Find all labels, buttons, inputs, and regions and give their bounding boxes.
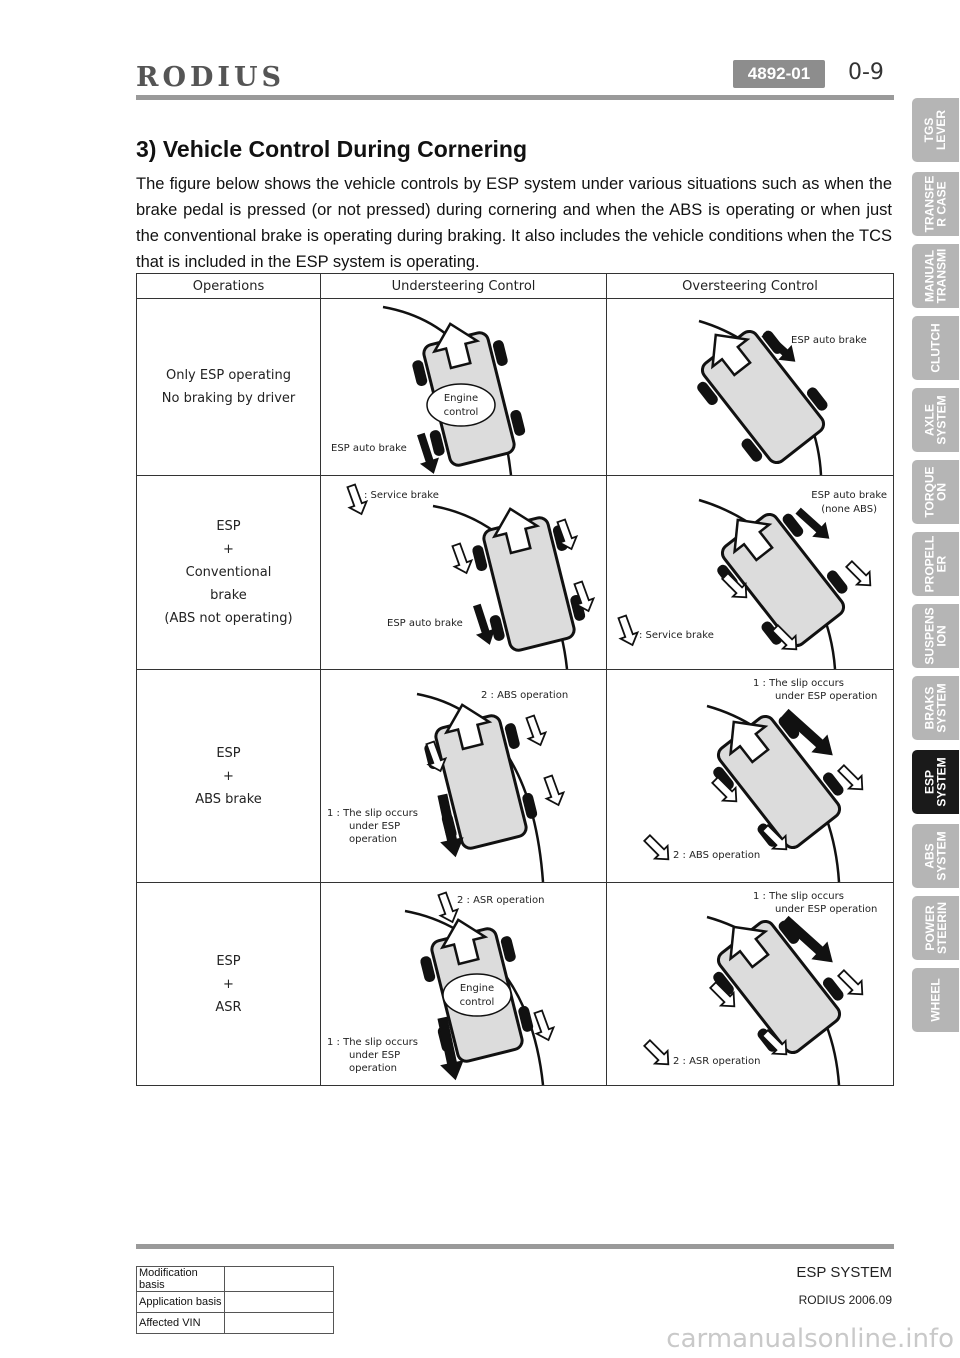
row-label-esp-abs: ESP + ABS brake bbox=[137, 670, 321, 883]
modification-table bbox=[136, 1266, 334, 1334]
tab-axle-system[interactable]: AXLE SYSTEM bbox=[912, 388, 959, 452]
svg-text:under ESP operation: under ESP operation bbox=[775, 904, 878, 915]
row-label-esp-conventional: ESP + Conventional brake (ABS not operating) bbox=[137, 476, 321, 670]
tab-clutch[interactable]: CLUTCH bbox=[912, 316, 959, 380]
tab-abs-system[interactable]: ABS SYSTEM bbox=[912, 824, 959, 888]
abs-operation-label: 2 : ABS operation bbox=[673, 850, 761, 861]
figure-oversteer-abs bbox=[607, 670, 894, 883]
service-brake-label: : Service brake bbox=[639, 630, 714, 641]
tab-suspension[interactable]: SUSPENS ION bbox=[912, 604, 959, 668]
tab-torque-on[interactable]: TORQUE ON bbox=[912, 460, 959, 524]
figure-understeer-conventional bbox=[321, 476, 607, 670]
operations-table bbox=[136, 273, 894, 1086]
figure-understeer-asr bbox=[321, 883, 607, 1086]
svg-text:under ESP operation: under ESP operation bbox=[775, 691, 878, 702]
engine-control-badge bbox=[427, 384, 495, 426]
abs-legend-icon bbox=[641, 832, 675, 866]
figure-oversteer-asr bbox=[607, 883, 894, 1086]
svg-text:under ESP: under ESP bbox=[349, 1050, 401, 1061]
affected-vin-value bbox=[225, 1313, 334, 1334]
page-number: 0-9 bbox=[848, 60, 884, 85]
tab-power-steering[interactable]: POWER STEERIN bbox=[912, 896, 959, 960]
engine-control-badge bbox=[443, 974, 511, 1016]
svg-text:operation: operation bbox=[349, 1063, 398, 1074]
application-basis-value bbox=[225, 1292, 334, 1313]
section-code-badge: 4892-01 bbox=[733, 60, 825, 88]
service-brake-arrow-icon bbox=[448, 542, 475, 576]
footer-rule bbox=[136, 1244, 894, 1249]
svg-text:under ESP: under ESP bbox=[349, 821, 401, 832]
slip-label: 1 : The slip occurs bbox=[327, 808, 418, 819]
service-brake-arrow-icon bbox=[843, 558, 877, 592]
svg-text:(none ABS): (none ABS) bbox=[821, 504, 877, 515]
tab-esp-system[interactable]: ESP SYSTEM bbox=[912, 750, 959, 814]
section-intro: The figure below shows the vehicle controls by ESP system under various situations such as when the brake pedal is pressed (or not pressed) during cornering and when the ABS is operating or when just the conventional brake is operating during braking. It also includes the vehicle conditions when the TCS that is included in the ESP system is operating. bbox=[136, 175, 892, 271]
modification-basis-label: Modification basis bbox=[137, 1267, 225, 1292]
watermark: carmanualsonline.info bbox=[666, 1324, 954, 1354]
asr-operation-label: 2 : ASR operation bbox=[673, 1056, 761, 1067]
abs-operation-label: 2 : ABS operation bbox=[481, 690, 569, 701]
tab-brake-system[interactable]: BRAKS SYSTEM bbox=[912, 676, 959, 740]
svg-text:control: control bbox=[443, 407, 479, 418]
affected-vin-label: Affected VIN bbox=[137, 1313, 225, 1334]
svg-text:operation: operation bbox=[349, 834, 398, 845]
tab-transfer-case[interactable]: TRANSFE R CASE bbox=[912, 172, 959, 236]
col-header-oversteering: Oversteering Control bbox=[607, 274, 894, 299]
slip-label: 1 : The slip occurs bbox=[753, 891, 844, 902]
figure-oversteer-conventional bbox=[607, 476, 894, 670]
esp-auto-brake-label: ESP auto brake bbox=[811, 490, 887, 501]
esp-auto-brake-label: ESP auto brake bbox=[791, 335, 867, 346]
section-title: 3) Vehicle Control During Cornering bbox=[136, 136, 528, 162]
modification-basis-value bbox=[225, 1267, 334, 1292]
row-label-esp-only: Only ESP operating No braking by driver bbox=[137, 299, 321, 476]
service-brake-label: : Service brake bbox=[364, 490, 439, 501]
footer-title: ESP SYSTEM bbox=[796, 1264, 892, 1281]
asr-legend-icon bbox=[641, 1037, 675, 1071]
col-header-understeering: Understeering Control bbox=[321, 274, 607, 299]
abs-arrow-icon bbox=[540, 774, 567, 808]
tab-tgs-lever[interactable]: TGS LEVER bbox=[912, 98, 959, 162]
abs-arrow-icon bbox=[522, 714, 549, 748]
slip-label: 1 : The slip occurs bbox=[327, 1037, 418, 1048]
brand-logo: RODIUS bbox=[136, 62, 286, 93]
tab-propeller[interactable]: PROPELL ER bbox=[912, 532, 959, 596]
figure-understeer-esp-only bbox=[321, 299, 607, 476]
esp-auto-brake-label: ESP auto brake bbox=[331, 443, 407, 454]
vehicle-icon bbox=[420, 710, 541, 853]
footer-date: RODIUS 2006.09 bbox=[798, 1293, 892, 1307]
svg-text:Engine: Engine bbox=[459, 983, 495, 994]
slip-label: 1 : The slip occurs bbox=[753, 678, 844, 689]
asr-operation-label: 2 : ASR operation bbox=[457, 895, 545, 906]
tab-wheel[interactable]: WHEEL bbox=[912, 968, 959, 1032]
tab-manual-transmission[interactable]: MANUAL TRANSMI bbox=[912, 244, 959, 308]
esp-auto-brake-label: ESP auto brake bbox=[387, 618, 463, 629]
header-rule bbox=[136, 95, 894, 100]
figure-understeer-abs bbox=[321, 670, 607, 883]
service-brake-legend-icon bbox=[614, 614, 641, 648]
svg-text:Engine: Engine bbox=[443, 393, 479, 404]
figure-oversteer-esp-only bbox=[607, 299, 894, 476]
col-header-operations: Operations bbox=[137, 274, 321, 299]
svg-text:control: control bbox=[459, 997, 495, 1008]
row-label-esp-asr: ESP + ASR bbox=[137, 883, 321, 1086]
application-basis-label: Application basis bbox=[137, 1292, 225, 1313]
